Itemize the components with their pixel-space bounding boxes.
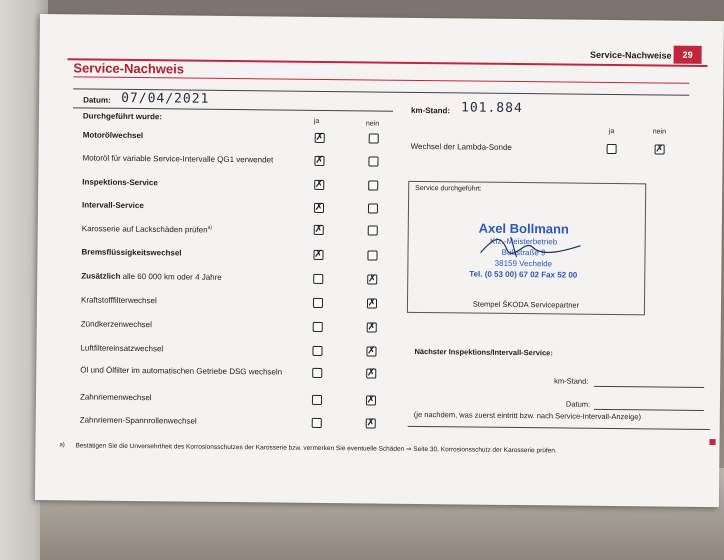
check-mark-icon: ✗	[367, 297, 377, 309]
service-page	[35, 14, 724, 507]
service-row-label-text: Motorölwechsel	[82, 130, 144, 141]
datum-label: Datum:	[83, 95, 111, 105]
stamp-footer: Stempel ŠKODA Servicepartner	[472, 299, 580, 310]
checkbox-nein[interactable]	[367, 250, 377, 260]
page-edge-marker	[710, 439, 716, 445]
service-row-label-text: Inspektions-Service	[82, 177, 158, 188]
checkbox-ja[interactable]	[314, 225, 324, 235]
service-row-label	[82, 221, 292, 236]
check-mark-icon: ✗	[367, 321, 377, 333]
service-row-label-text: Zahnriemenwechsel	[79, 392, 152, 403]
checkbox-ja[interactable]	[314, 180, 324, 190]
lambda-nein-checkbox[interactable]	[655, 144, 665, 154]
check-mark-icon: ✗	[315, 131, 324, 143]
checkbox-ja[interactable]	[312, 368, 322, 378]
dealer-stamp	[448, 220, 599, 281]
column-ja-label-right: ja	[608, 127, 615, 136]
service-row-label-text: Karosserie auf Lackschäden prüfen	[81, 224, 208, 235]
stamp-line-3: 38159 Vechelde	[494, 258, 553, 269]
title-rule	[73, 76, 689, 83]
signature	[476, 231, 586, 262]
footnote-text: Bestätigen Sie die Unversehrtheit des Korrosionsschutzes der Karosserie bzw. vermerken Sie eventuelle Schäden ⇒ Seite 30, Korrosionsschutz der Karosserie prüfen.	[75, 442, 557, 455]
checkbox-nein[interactable]	[369, 133, 379, 143]
check-mark-icon: ✗	[314, 178, 324, 190]
service-row-label-text: Zahnriemen-Spannrollenwechsel	[79, 415, 197, 426]
column-ja-label: ja	[313, 117, 320, 125]
check-mark-icon: ✗	[367, 273, 377, 285]
checkbox-ja[interactable]	[315, 133, 325, 143]
checkbox-ja[interactable]	[314, 203, 324, 213]
check-mark-icon: ✗	[366, 394, 376, 406]
checkbox-nein[interactable]	[368, 203, 378, 213]
next-bottom-rule	[408, 426, 710, 430]
service-row-label	[80, 414, 290, 427]
checkbox-ja[interactable]	[312, 395, 322, 405]
page-number-badge: 29	[674, 46, 702, 64]
checkbox-nein[interactable]	[366, 418, 376, 428]
stamp-box-label: Service durchgeführt:	[415, 184, 482, 193]
service-row-label-text: Bremsflüssigkeitswechsel	[81, 247, 182, 258]
durchgefuehrt-label: Durchgeführt wurde:	[82, 111, 163, 122]
column-nein-label: nein	[365, 120, 380, 128]
checkbox-ja[interactable]	[313, 322, 323, 332]
checkbox-ja[interactable]	[314, 156, 324, 166]
service-row-label	[80, 391, 290, 404]
column-nein-label-right: nein	[652, 128, 667, 136]
checkbox-nein[interactable]	[366, 368, 376, 378]
checkbox-ja[interactable]	[312, 346, 322, 356]
footnote-ref: a)	[207, 224, 213, 231]
service-row-label-text: Öl und Ölfilter im automatischen Getriebe DSG wechseln	[80, 365, 283, 377]
checkbox-nein[interactable]	[368, 156, 378, 166]
service-row-label-text: Zündkerzenwechsel	[80, 319, 152, 330]
datum-field[interactable]: 07/04/2021	[121, 90, 210, 107]
checkbox-nein[interactable]	[367, 322, 377, 332]
footnote-marker: a)	[59, 442, 65, 449]
service-row-label-text: Kraftstofffilterwechsel	[80, 295, 157, 306]
next-datum-field[interactable]	[594, 409, 704, 411]
stamp-line-1: Kfz.-Meisterbetrieb	[490, 236, 558, 247]
service-row-label-text: Intervall-Service	[81, 200, 144, 211]
header-section-title: Service-Nachweise	[589, 49, 672, 61]
service-row-label	[81, 294, 291, 307]
service-row-label-text: Motoröl für variable Service-Intervalle QG1 verwendet	[82, 153, 274, 165]
checkbox-nein[interactable]	[368, 225, 378, 235]
service-row-label	[83, 129, 293, 142]
checkbox-nein[interactable]	[367, 274, 377, 284]
km-stand-label: km-Stand:	[410, 105, 451, 116]
checkbox-ja[interactable]	[313, 298, 323, 308]
service-row-label-text: Luftfiltereinsatzwechsel	[80, 343, 164, 354]
next-datum-label: Datum:	[565, 399, 591, 409]
stamp-name: Axel Bollmann	[478, 220, 569, 237]
next-km-field[interactable]	[594, 386, 704, 388]
checkbox-ja[interactable]	[313, 250, 323, 260]
next-service-title: Nächster Inspektions/Intervall-Service:	[414, 346, 553, 358]
service-row-label	[82, 176, 292, 189]
next-service-note: (je nachdem, was zuerst eintritt bzw. nach Service-Intervall-Anzeige)	[413, 409, 642, 422]
check-mark-icon: ✗	[314, 248, 323, 260]
check-mark-icon: ✗	[366, 417, 375, 429]
check-mark-icon: ✗	[314, 201, 324, 213]
checkbox-nein[interactable]	[367, 298, 377, 308]
service-row-label-bold: Zusätzlich	[81, 271, 121, 281]
lambda-ja-checkbox[interactable]	[607, 144, 617, 154]
checkbox-ja[interactable]	[313, 274, 323, 284]
service-row-label	[80, 364, 290, 377]
km-stand-field[interactable]: 101.884	[460, 100, 523, 117]
page-title: Service-Nachweis	[73, 60, 185, 77]
checkbox-nein[interactable]	[366, 395, 376, 405]
check-mark-icon: ✗	[314, 223, 324, 235]
stamp-line-2: Bußstraße 9	[501, 247, 546, 258]
service-row-label	[81, 318, 291, 331]
check-mark-icon: ✗	[655, 143, 664, 155]
next-km-label: km-Stand:	[554, 376, 589, 386]
lambda-label: Wechsel der Lambda-Sonde	[410, 141, 512, 152]
service-row-label	[80, 342, 290, 355]
checkbox-nein[interactable]	[368, 180, 378, 190]
check-mark-icon: ✗	[367, 367, 376, 379]
check-mark-icon: ✗	[315, 154, 324, 166]
service-row-label	[81, 246, 291, 259]
service-stamp-box	[407, 181, 646, 315]
stamp-line-4: Tel. (0 53 00) 67 02 Fax 52 00	[469, 269, 578, 280]
service-row-label-rest: alle 60 000 km oder 4 Jahre	[120, 271, 222, 282]
checkbox-nein[interactable]	[366, 346, 376, 356]
service-row-label	[82, 199, 292, 212]
checkbox-ja[interactable]	[312, 418, 322, 428]
check-mark-icon: ✗	[367, 345, 376, 357]
service-row-label	[81, 270, 291, 283]
service-row-label	[82, 152, 292, 165]
